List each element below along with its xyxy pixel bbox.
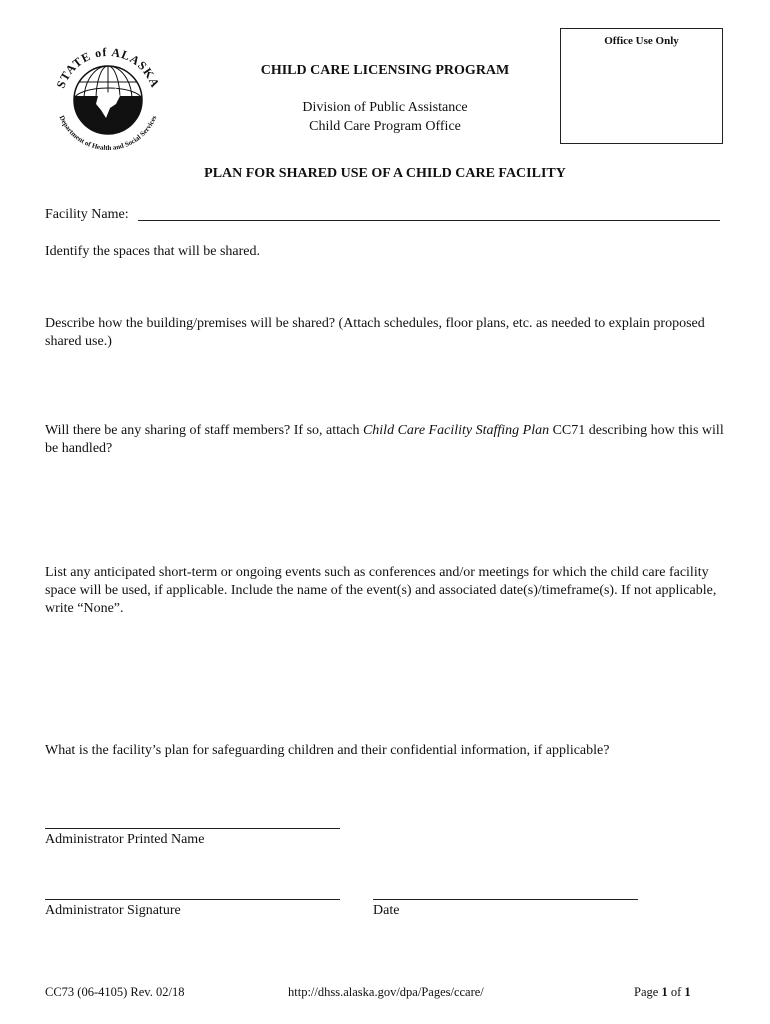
facility-name-label: Facility Name: bbox=[45, 207, 129, 222]
office-name: Child Care Program Office bbox=[309, 119, 461, 134]
date-label: Date bbox=[373, 903, 400, 918]
footer-url: http://dhss.alaska.gov/dpa/Pages/ccare/ bbox=[288, 985, 484, 999]
printed-name-field[interactable] bbox=[45, 814, 340, 829]
answer-building-sharing[interactable] bbox=[45, 355, 730, 415]
staffing-plan-reference: Child Care Facility Staffing Plan bbox=[362, 423, 550, 438]
program-title: CHILD CARE LICENSING PROGRAM bbox=[260, 63, 510, 78]
question-safeguarding: What is the facility’s plan for safeguarding children and their confidential information, if applicable? bbox=[45, 743, 610, 758]
signature-field[interactable] bbox=[45, 885, 340, 900]
answer-staff-sharing[interactable] bbox=[45, 462, 730, 558]
state-of-alaska-seal bbox=[46, 38, 170, 162]
form-id: CC73 (06-4105) Rev. 02/18 bbox=[45, 985, 185, 999]
date-field[interactable] bbox=[373, 885, 638, 900]
question-shared-spaces: Identify the spaces that will be shared. bbox=[45, 244, 260, 259]
page-number: Page 1 of 1 bbox=[634, 985, 691, 999]
form-title: PLAN FOR SHARED USE OF A CHILD CARE FACILITY bbox=[204, 166, 566, 181]
office-use-label: Office Use Only bbox=[604, 35, 679, 47]
division-name: Division of Public Assistance bbox=[302, 100, 468, 115]
svg-text:Department of Health and Socia: Department of Health and Social Services bbox=[57, 114, 159, 153]
signature-label: Administrator Signature bbox=[45, 903, 181, 918]
question-events: List any anticipated short-term or ongoing events such as conferences and/or meetings for which the child care facility space will be used, if applicable. Include the name of the event(s) and associated date(s)/timeframe(s). If not applicable, write “None”. bbox=[45, 565, 717, 616]
office-use-box bbox=[560, 28, 723, 144]
printed-name-label: Administrator Printed Name bbox=[45, 832, 205, 847]
svg-text:STATE of ALASKA: STATE of ALASKA bbox=[53, 44, 163, 91]
answer-safeguarding[interactable] bbox=[45, 764, 730, 814]
facility-name-field[interactable] bbox=[138, 205, 720, 221]
answer-events[interactable] bbox=[45, 622, 730, 732]
question-staff-sharing: Will there be any sharing of staff members? If so, attach Child Care Facility Staffing Plan CC71 describing how this will be handled? bbox=[45, 423, 724, 456]
question-building-sharing: Describe how the building/premises will be shared? (Attach schedules, floor plans, etc. as needed to explain proposed shared use.) bbox=[45, 316, 705, 349]
answer-shared-spaces[interactable] bbox=[45, 264, 730, 312]
